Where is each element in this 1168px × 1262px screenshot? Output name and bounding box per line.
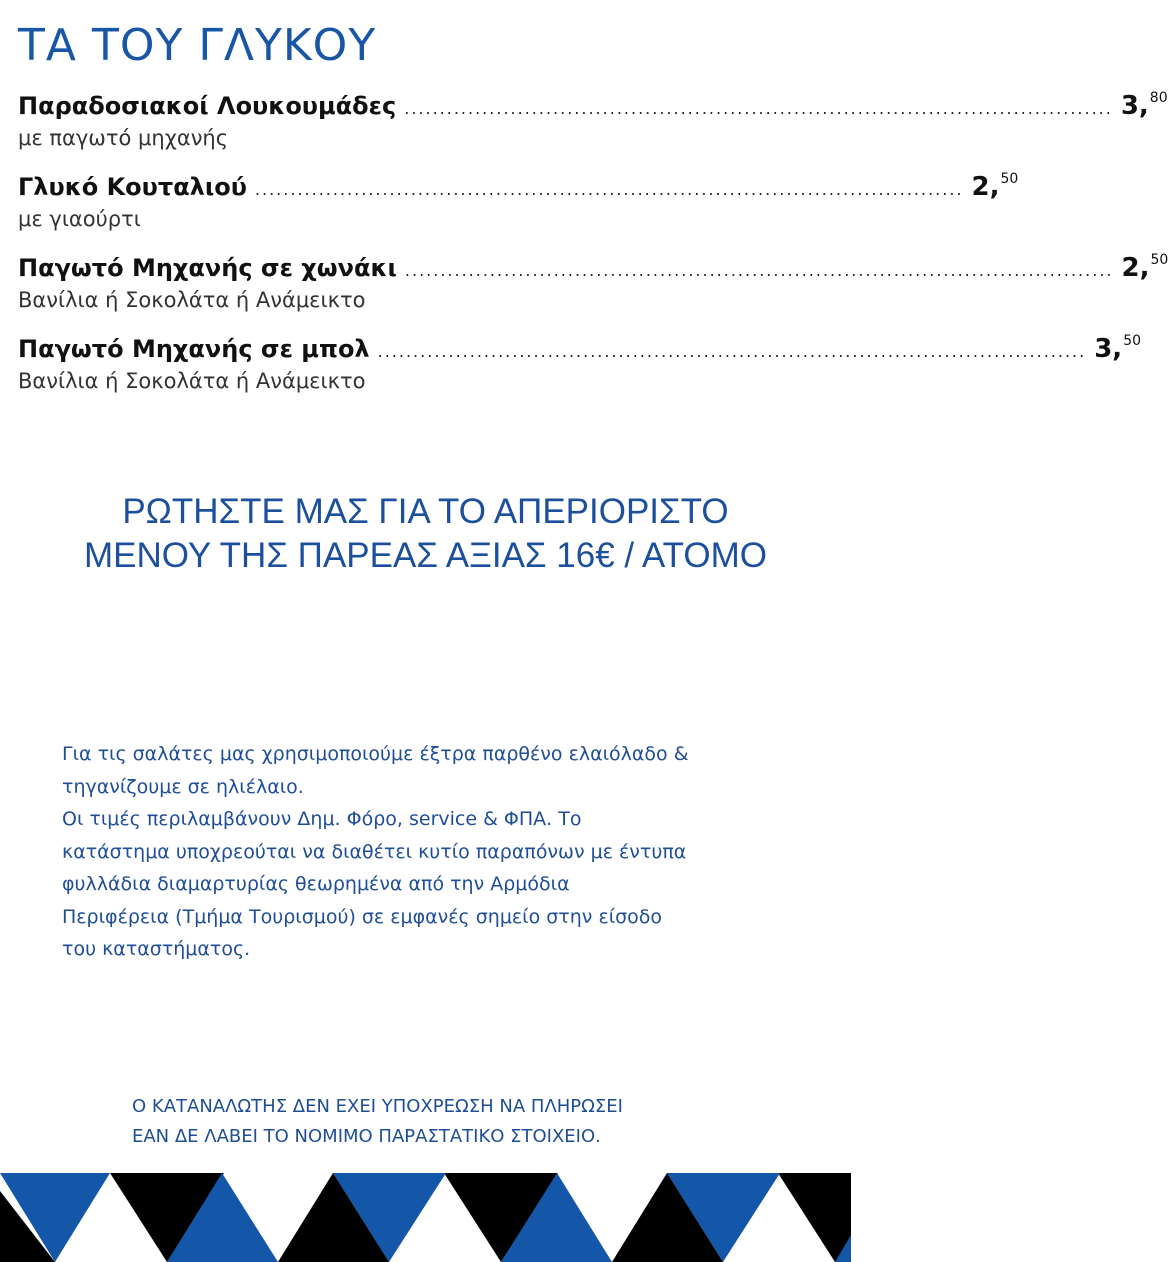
dot-leader: .................................................................................................... bbox=[254, 180, 964, 199]
consumer-notice bbox=[132, 1092, 623, 1152]
menu-item-name: Παραδοσιακοί Λουκουμάδες bbox=[18, 92, 397, 120]
menu-item-description: με γιαούρτι bbox=[18, 207, 141, 231]
menu-item-line bbox=[18, 171, 1019, 205]
dot-leader: .................................................................................................... bbox=[404, 99, 1113, 118]
menu-item-name: Παγωτό Μηχανής σε μπολ bbox=[18, 335, 370, 363]
menu-item-price bbox=[972, 171, 1019, 202]
price-whole: 2, bbox=[971, 172, 1000, 202]
menu-item bbox=[18, 90, 1168, 171]
menu-item bbox=[18, 252, 1168, 333]
price-cents: 50 bbox=[1123, 333, 1142, 349]
notes-line: κατάστημα υποχρεούται να διαθέτει κυτίο παραπόνων με έντυπα bbox=[62, 840, 687, 863]
price-whole: 2, bbox=[1121, 253, 1150, 283]
dessert-menu bbox=[18, 90, 1168, 414]
menu-item bbox=[18, 333, 1142, 414]
notes-line: του καταστήματος. bbox=[62, 938, 251, 960]
dot-leader: .................................................................................................... bbox=[377, 342, 1087, 361]
consumer-notice-line: ΕΑΝ ΔΕ ΛΑΒΕΙ ΤΟ ΝΟΜΙΜΟ ΠΑΡΑΣΤΑΤΙΚΟ ΣΤΟΙΧΕΙΟ. bbox=[132, 1126, 601, 1147]
menu-item-description: με παγωτό μηχανής bbox=[18, 126, 229, 150]
section-title: ΤΑ ΤΟΥ ΓΛΥΚΟΥ bbox=[18, 20, 377, 71]
notes-line: Οι τιμές περιλαμβάνουν Δημ. Φόρο, service & ΦΠΑ. Το bbox=[62, 808, 582, 830]
menu-item-name: Γλυκό Κουταλιού bbox=[18, 173, 247, 201]
menu-item-price bbox=[1094, 333, 1141, 364]
menu-item-name: Παγωτό Μηχανής σε χωνάκι bbox=[18, 254, 397, 282]
promo-line: ΜΕΝΟΥ ΤΗΣ ΠΑΡΕΑΣ ΑΞΙΑΣ 16€ / ΑΤΟΜΟ bbox=[83, 536, 768, 575]
price-cents: 50 bbox=[1150, 252, 1168, 268]
notes-line: Για τις σαλάτες μας χρησιμοποιούμε έξτρα παρθένο ελαιόλαδο & bbox=[62, 743, 689, 765]
menu-item-line bbox=[18, 90, 1168, 124]
price-cents: 80 bbox=[1149, 90, 1168, 106]
notes-line: φυλλάδια διαμαρτυρίας θεωρημένα από την Αρμόδια bbox=[62, 873, 570, 895]
menu-item-price bbox=[1121, 90, 1168, 121]
price-whole: 3, bbox=[1094, 334, 1123, 364]
menu-item-description: Βανίλια ή Σοκολάτα ή Ανάμεικτο bbox=[18, 288, 366, 312]
notes-line: Περιφέρεια (Τμήμα Τουρισμού) σε εμφανές σημείο στην είσοδο bbox=[62, 905, 663, 928]
legal-notes bbox=[62, 738, 802, 966]
menu-item-description: Βανίλια ή Σοκολάτα ή Ανάμεικτο bbox=[18, 369, 366, 393]
group-menu-promo bbox=[0, 490, 851, 578]
price-whole: 3, bbox=[1120, 91, 1149, 121]
menu-item-price bbox=[1121, 252, 1168, 283]
triangle-pattern-border bbox=[0, 1173, 851, 1262]
price-cents: 50 bbox=[1000, 171, 1019, 187]
consumer-notice-line: Ο ΚΑΤΑΝΑΛΩΤΗΣ ΔΕΝ ΕΧΕΙ ΥΠΟΧΡΕΩΣΗ ΝΑ ΠΛΗΡΩΣΕΙ bbox=[132, 1096, 623, 1117]
dot-leader: .................................................................................................... bbox=[404, 261, 1114, 280]
menu-item bbox=[18, 171, 1019, 252]
menu-item-line bbox=[18, 333, 1142, 367]
promo-line: ΡΩΤΗΣΤΕ ΜΑΣ ΓΙΑ ΤΟ ΑΠΕΡΙΟΡΙΣΤΟ bbox=[122, 492, 729, 531]
notes-line: τηγανίζουμε σε ηλιέλαιο. bbox=[62, 775, 304, 798]
menu-item-line bbox=[18, 252, 1168, 286]
